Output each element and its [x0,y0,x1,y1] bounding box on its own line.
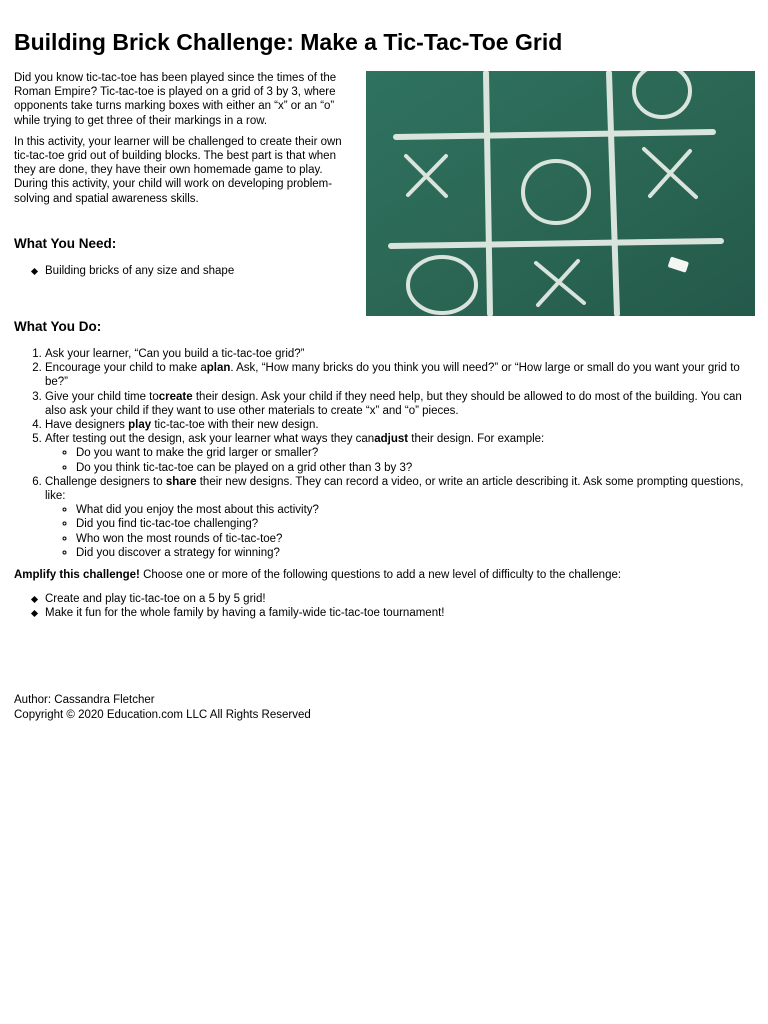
step-6-sublist [45,503,754,560]
list-item: ◦ Did you find tic-tac-toe challenging? [76,517,754,531]
step-2-keyword: plan [206,362,231,375]
amplify-text: Choose one or more of the following questions to add a new level of difficulty to the challenge: [139,569,622,581]
list-item: Make it fun for the whole family by having a family-wide tic-tac-toe tournament! [45,606,754,620]
step-5-text-c: their design. For example: [408,433,545,446]
list-item: ◦ What did you enjoy the most about this activity? [76,503,754,517]
list-item: ◦ Who won the most rounds of tic-tac-toe? [76,532,754,546]
list-item: Create and play tic-tac-toe on a 5 by 5 grid! [45,592,754,606]
what-you-do-steps [14,347,754,560]
step-3-text-a: Give your child time to [45,390,159,403]
what-you-need-heading: What You Need: [14,236,117,251]
step-3-keyword: create [158,390,193,403]
intro-paragraph-2: In this activity, your learner will be challenged to create their own tic-tac-toe grid out of building blocks. The best part is that when they are done, they have their own homemade game to play. During this activity, your child will work on developing problem-solving and spatial awareness skills. [14,135,342,205]
step-5-text-a: After testing out the design, ask your learner what ways they can [45,433,375,446]
step-2-text-c: . Ask, “How many bricks do you think you will need?” or “How large or small do you want your grid to be?” [45,362,740,389]
step-5-keyword: adjust [374,433,409,446]
list-item: ◦ Do you want to make the grid larger or smaller? [76,446,754,460]
step-3-text-c: their design. Ask your child if they need help, but they should be allowed to do most of the building. You can also ask your child if they want to use other materials to create “x” and “o” pieces. [45,390,742,417]
intro-paragraph-1: Did you know tic-tac-toe has been played since the times of the Roman Empire? Tic-tac-toe is played on a grid of 3 by 3, where opponents take turns marking boxes with either an “x” or an “o” while trying to get three of their markings in a row. [14,72,337,127]
footer [14,693,311,722]
step-6-keyword: share [165,475,197,488]
step-4 [45,418,754,432]
step-5-sublist [45,446,754,474]
amplify-list [14,592,754,620]
step-5 [45,432,754,475]
step-3 [45,390,754,418]
copyright-line: Copyright © 2020 Education.com LLC All Rights Reserved [14,708,311,721]
step-6 [45,475,754,560]
chalkboard-illustration [366,71,755,316]
step-6-text-a: Challenge designers to [45,475,166,488]
page-title: Building Brick Challenge: Make a Tic-Tac-Toe Grid [14,29,563,55]
list-item: Building bricks of any size and shape [45,264,354,278]
amplify-paragraph [14,568,754,582]
list-item: ◦ Do you think tic-tac-toe can be played on a grid other than 3 by 3? [76,461,754,475]
amplify-lead: Amplify this challenge! [14,569,140,581]
step-4-text-a: Have designers [45,419,129,432]
step-6-text-c: their new designs. They can record a video, or write an article describing it. Ask some prompting questions, like: [45,475,744,503]
step-2-text-a: Encourage your child to make a [45,362,207,375]
step-4-keyword: play [128,419,152,432]
chalkboard-tic-tac-toe-image [366,71,755,316]
what-you-need-list [14,264,354,278]
intro-section [14,71,350,213]
step-4-text-c: tic-tac-toe with their new design. [151,419,319,432]
author-line: Author: Cassandra Fletcher [14,694,155,706]
list-item: ◦ Did you discover a strategy for winning? [76,546,754,560]
what-you-do-heading: What You Do: [14,319,102,334]
step-1 [45,347,754,361]
step-1-text: Ask your learner, “Can you build a tic-tac-toe grid?” [45,348,305,360]
step-2 [45,361,754,389]
